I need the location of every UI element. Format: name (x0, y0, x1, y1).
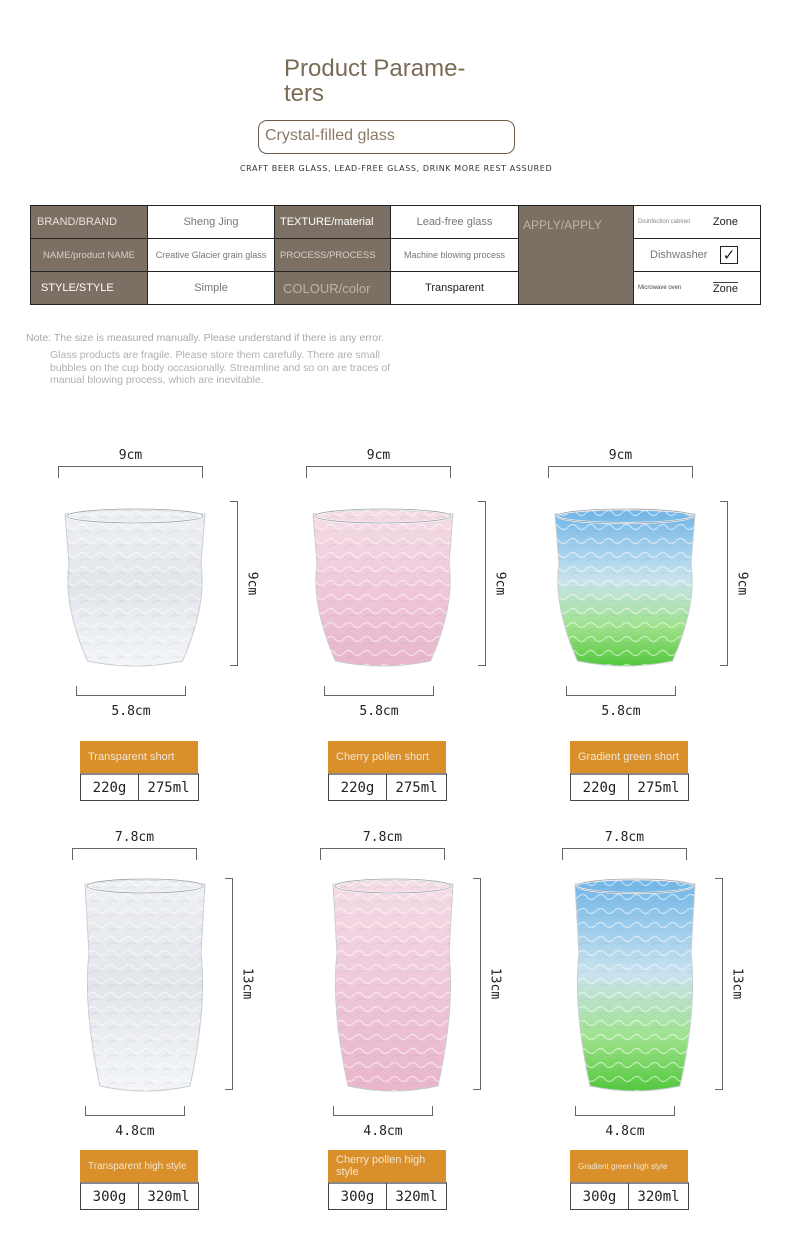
height-label: 13cm (239, 967, 255, 1000)
bottom-width-label: 4.8cm (115, 1124, 155, 1139)
bottom-width-label: 4.8cm (605, 1124, 645, 1139)
top-width-label: 7.8cm (114, 830, 155, 845)
colour-value: Transparent (390, 271, 519, 305)
texture-value: Lead-free glass (390, 205, 519, 239)
top-width-label: 9cm (608, 448, 633, 463)
title-line-1: Product Parame- (284, 55, 466, 82)
spec-row (328, 773, 447, 801)
top-width-bracket (58, 466, 203, 478)
weight-value: 220g (328, 773, 387, 801)
subtitle-box (258, 120, 515, 154)
volume-value: 275ml (387, 773, 447, 801)
volume-value: 320ml (387, 1182, 447, 1210)
style-value: Simple (147, 271, 275, 305)
pink-glass-image (308, 506, 458, 671)
bottom-width-bracket (566, 686, 676, 696)
height-label: 9cm (492, 571, 508, 595)
name-value: Creative Glacier grain glass (147, 238, 275, 272)
pink-glass-image (318, 876, 468, 1096)
weight-value: 300g (80, 1182, 139, 1210)
height-bracket (225, 878, 233, 1090)
top-width-bracket (320, 848, 445, 860)
colour-label: COLOUR/color (274, 271, 391, 305)
weight-value: 220g (570, 773, 629, 801)
product-label: Transparent high style (80, 1150, 198, 1182)
bottom-width-label: 5.8cm (359, 704, 399, 719)
microwave-oven-label: Microwave oven (638, 285, 682, 291)
disinfection-cabinet-value: Zone (712, 216, 738, 228)
spec-row (80, 1182, 199, 1210)
weight-value: 300g (570, 1182, 629, 1210)
check-icon: ✓ (720, 246, 738, 264)
apply-row-microwave (633, 271, 761, 305)
weight-value: 300g (328, 1182, 387, 1210)
clear-glass-image (60, 506, 210, 671)
volume-value: 320ml (629, 1182, 689, 1210)
gradient-glass-image (560, 876, 710, 1096)
subtitle: Crystal-filled glass (265, 127, 395, 144)
top-width-label: 7.8cm (362, 830, 403, 845)
style-label: STYLE/STYLE (30, 271, 148, 305)
top-width-bracket (562, 848, 687, 860)
height-bracket (230, 501, 238, 666)
name-label: NAME/product NAME (30, 238, 148, 272)
bottom-width-label: 5.8cm (111, 704, 151, 719)
brand-value: Sheng Jing (147, 205, 275, 239)
brand-label: BRAND/BRAND (30, 205, 148, 239)
volume-value: 275ml (139, 773, 199, 801)
spec-row (570, 1182, 689, 1210)
height-bracket (720, 501, 728, 666)
height-label: 9cm (244, 571, 260, 595)
bottom-width-bracket (85, 1106, 185, 1116)
texture-label: TEXTURE/material (274, 205, 391, 239)
apply-label: APPLY/APPLY (518, 205, 634, 305)
volume-value: 275ml (629, 773, 689, 801)
microwave-oven-value: Zone (712, 282, 738, 295)
bottom-width-bracket (324, 686, 434, 696)
clear-glass-image (70, 876, 220, 1096)
bottom-width-label: 5.8cm (601, 704, 641, 719)
top-width-label: 9cm (118, 448, 143, 463)
note-line-1: Note: The size is measured manually. Please understand if there is any error. (26, 332, 384, 344)
bottom-width-label: 4.8cm (363, 1124, 403, 1139)
top-width-bracket (548, 466, 693, 478)
gradient-glass-image (550, 506, 700, 671)
bottom-width-bracket (333, 1106, 433, 1116)
apply-row-disinfection (633, 205, 761, 239)
dishwasher-label: Dishwasher (650, 249, 708, 261)
product-label: Transparent short (80, 741, 198, 773)
height-bracket (715, 878, 723, 1090)
volume-value: 320ml (139, 1182, 199, 1210)
height-bracket (473, 878, 481, 1090)
height-bracket (478, 501, 486, 666)
top-width-label: 7.8cm (604, 830, 645, 845)
top-width-bracket (306, 466, 451, 478)
tagline: CRAFT BEER GLASS, LEAD-FREE GLASS, DRINK MORE REST ASSURED (240, 164, 553, 173)
product-label: Cherry pollen short (328, 741, 446, 773)
top-width-bracket (72, 848, 197, 860)
apply-row-dishwasher (633, 238, 761, 272)
disinfection-cabinet-label: Disinfection cabinet (638, 219, 691, 225)
title-line-2: ters (284, 80, 325, 107)
page-title (284, 56, 504, 106)
spec-row (80, 773, 199, 801)
product-label: Cherry pollen high style (328, 1150, 446, 1182)
spec-row (328, 1182, 447, 1210)
product-label: Gradient green short (570, 741, 688, 773)
product-label: Gradient green high style (570, 1150, 688, 1182)
parameters-table (30, 205, 761, 305)
weight-value: 220g (80, 773, 139, 801)
bottom-width-bracket (575, 1106, 675, 1116)
height-label: 13cm (487, 967, 503, 1000)
note-line-2: Glass products are fragile. Please store them carefully. There are small bubbles on the cup body occasionally. Streamline and so on are traces of manual blowing process, which are inevitable. (50, 349, 391, 386)
bottom-width-bracket (76, 686, 186, 696)
top-width-label: 9cm (366, 448, 391, 463)
spec-row (570, 773, 689, 801)
process-label: PROCESS/PROCESS (274, 238, 391, 272)
height-label: 9cm (734, 571, 750, 595)
height-label: 13cm (729, 967, 745, 1000)
process-value: Machine blowing process (390, 238, 519, 272)
